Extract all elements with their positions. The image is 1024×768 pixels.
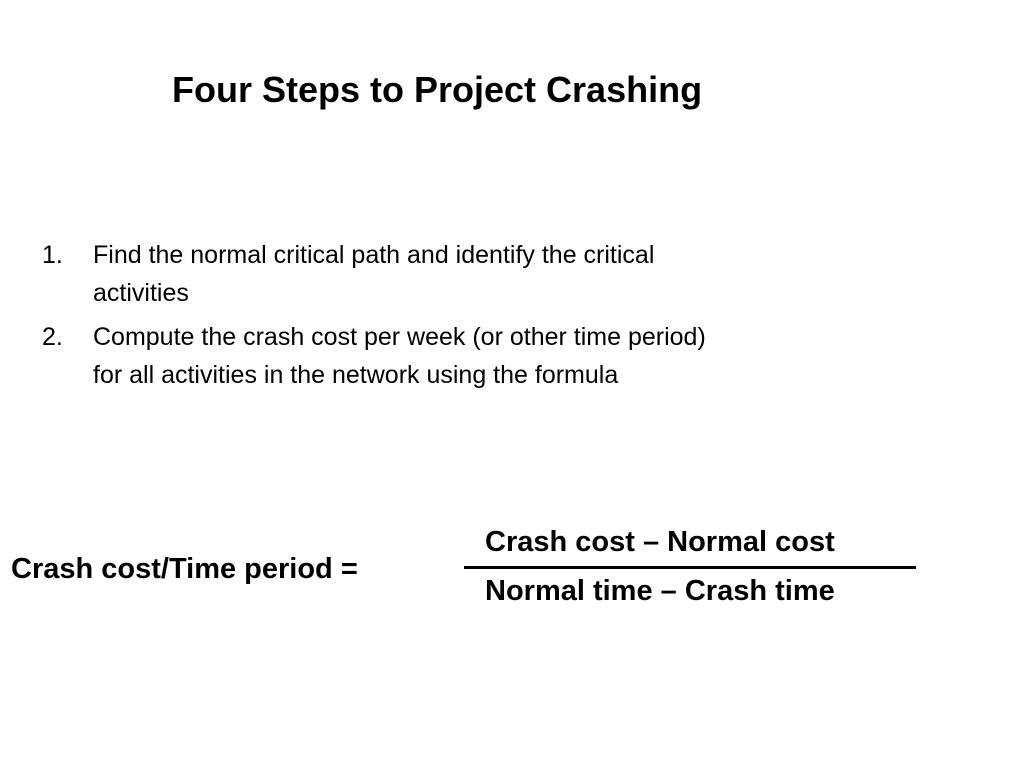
step-text: Compute the crash cost per week (or other time period) for all activities in the network using the formula (93, 323, 706, 389)
step-number: 1. (42, 241, 63, 269)
slide-title: Four Steps to Project Crashing (172, 69, 703, 110)
formula-fraction (464, 521, 916, 612)
formula-denominator: Normal time – Crash time (485, 575, 835, 607)
list-item (42, 236, 722, 312)
fraction-bar (464, 566, 916, 569)
formula-label: Crash cost/Time period = (11, 553, 358, 585)
list-item (42, 318, 722, 394)
formula-numerator: Crash cost – Normal cost (485, 526, 835, 558)
step-text: Find the normal critical path and identify the critical activities (93, 241, 655, 307)
step-number: 2. (42, 323, 63, 351)
steps-list (42, 236, 722, 400)
